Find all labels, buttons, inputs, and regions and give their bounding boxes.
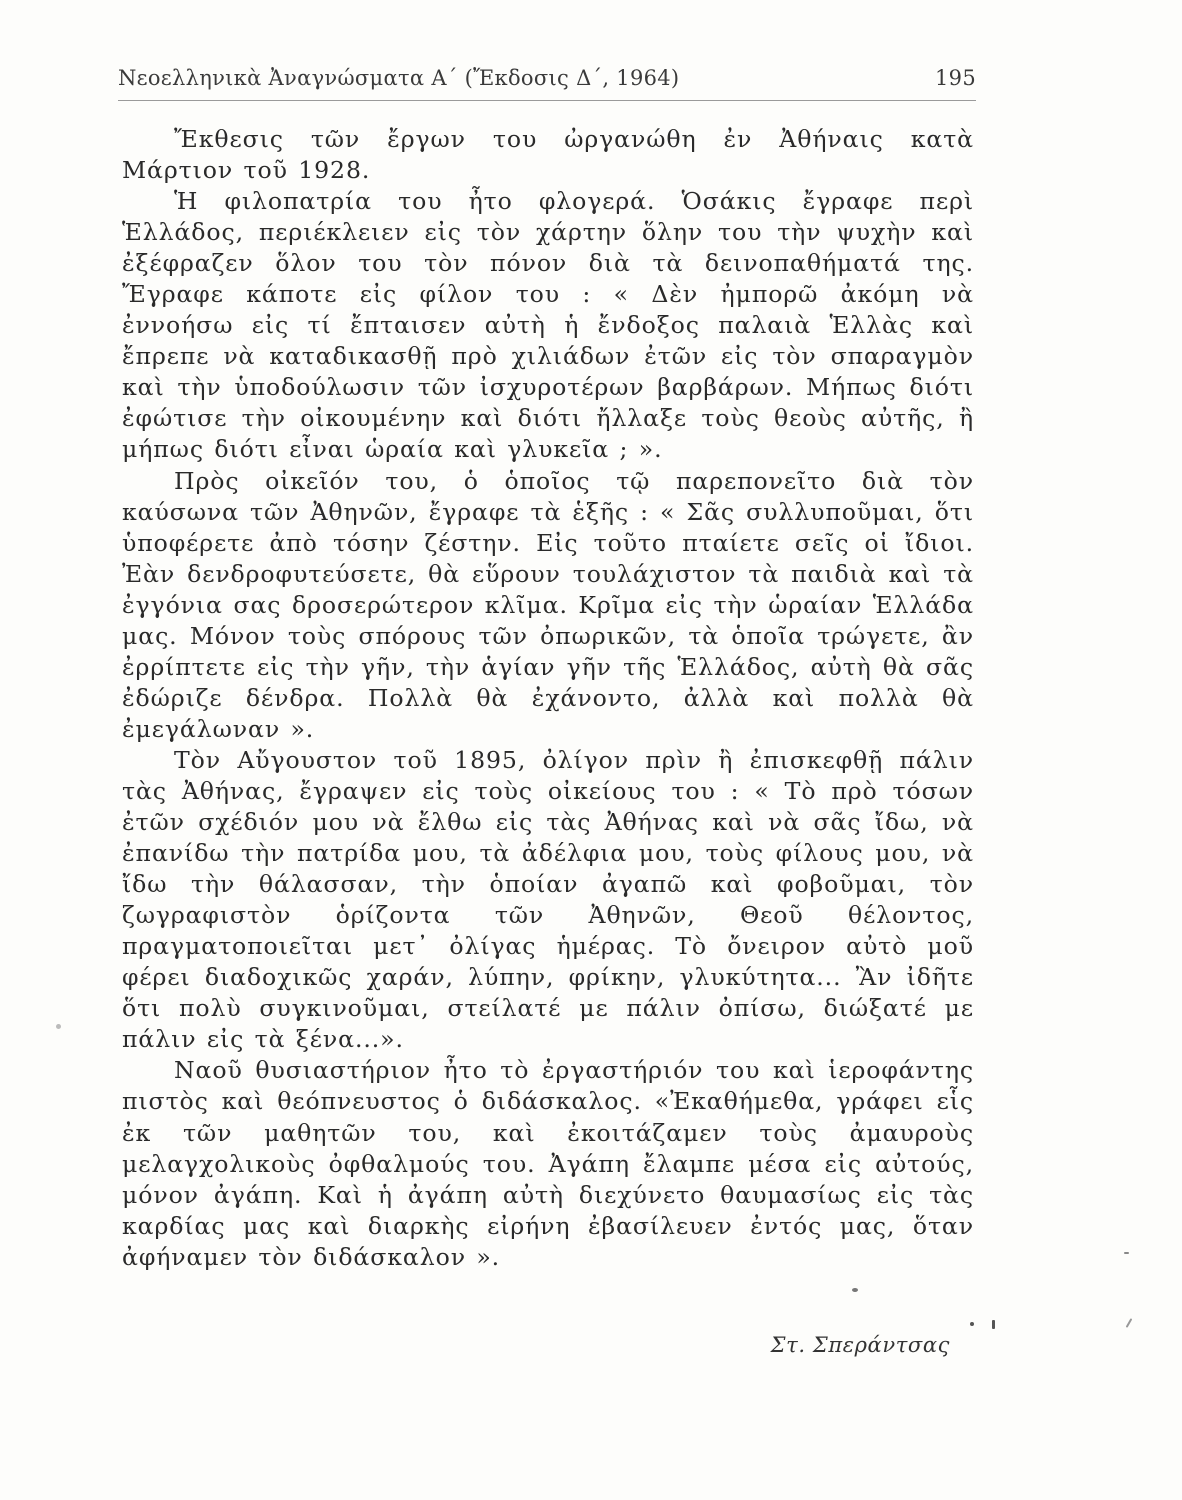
paragraph: Ἔκθεσις τῶν ἔργων του ὠργανώθη ἐν Ἀθήναις κατὰ Μάρτιον τοῦ 1928. (122, 125, 974, 185)
paragraph: Πρὸς οἰκεῖόν του, ὁ ὁποῖος τῷ παρεπονεῖτο διὰ τὸν καύσωνα τῶν Ἀθηνῶν, ἔγραφε τὰ ἑξῆς : « Σᾶς συλλυποῦμαι, ὅτι ὑποφέρετε ἀπὸ τόσην ζέστην. Εἰς τοῦτο πταίετε σεῖς οἱ ἴδιοι. Ἐὰν δενδροφυτεύσετε, θὰ εὕρουν τουλάχιστον τὰ παιδιὰ καὶ τὰ ἐγγόνια σας δροσερώτερον κλῖμα. Κρῖμα εἰς τὴν ὡραίαν Ἑλλάδα μας. Μόνον τοὺς σπόρους τῶν ὀπωρικῶν, τὰ ὁποῖα τρώγετε, ἂν ἐρρίπτετε εἰς τὴν γῆν, τὴν ἁγίαν γῆν τῆς Ἑλλάδος, αὐτὴ θὰ σᾶς ἐδώριζε δένδρα. Πολλὰ θὰ ἐχάνοντο, ἀλλὰ καὶ πολλὰ θὰ ἐμεγάλωναν ». (122, 466, 974, 743)
page-number: 195 (935, 66, 976, 90)
scan-speck (56, 1024, 61, 1029)
scan-speck (992, 1320, 995, 1329)
body-text (122, 124, 974, 1273)
scan-speck (970, 1322, 974, 1326)
paragraph: Ναοῦ θυσιαστήριον ἦτο τὸ ἐργαστήριόν του καὶ ἱεροφάντης πιστὸς καὶ θεόπνευστος ὁ διδάσκαλος. «Ἐκαθήμεθα, γράφει εἷς ἐκ τῶν μαθητῶν του, καὶ ἐκοιτάζαμεν τοὺς ἀμαυροὺς μελαγχολικοὺς ὀφθαλμούς του. Ἀγάπη ἔλαμπε μέσα εἰς αὐτούς, μόνον ἀγάπη. Καὶ ἡ ἀγάπη αὐτὴ διεχύνετο θαυμασίως εἰς τὰς καρδίας μας καὶ διαρκὴς εἰρήνη ἐβασίλευεν ἐντός μας, ὅταν ἀφήναμεν τὸν διδάσκαλον ». (122, 1056, 974, 1271)
running-title: Νεοελληνικὰ Ἀναγνώσματα Α΄ (Ἔκδοσις Δ΄, 1964) (118, 66, 680, 90)
page-header (118, 66, 976, 100)
scan-speck (852, 1288, 858, 1292)
scan-speck (1126, 1318, 1133, 1328)
paragraph: Ἡ φιλοπατρία του ἦτο φλογερά. Ὁσάκις ἔγραφε περὶ Ἑλλάδος, περιέκλειεν εἰς τὸν χάρτην ὅλην του τὴν ψυχὴν καὶ ἐξέφραζεν ὅλον του τὸν πόνον διὰ τὰ δεινοπαθήματά της. Ἔγραφε κάποτε εἰς φίλον του : « Δὲν ἠμπορῶ ἀκόμη νὰ ἐννοήσω εἰς τί ἔπταισεν αὐτὴ ἡ ἔνδοξος παλαιὰ Ἑλλὰς καὶ ἔπρεπε νὰ καταδικασθῇ πρὸ χιλιάδων ἐτῶν εἰς τὸν σπαραγμὸν καὶ τὴν ὑποδούλωσιν τῶν ἰσχυροτέρων βαρβάρων. Μήπως διότι ἐφώτισε τὴν οἰκουμένην καὶ διότι ἤλλαξε τοὺς θεοὺς αὐτῆς, ἢ μήπως διότι εἶναι ὡραία καὶ γλυκεῖα ; ». (122, 187, 974, 464)
scan-speck (1124, 1252, 1129, 1254)
author-signature: Στ. Σπεράντσας (770, 1333, 950, 1357)
header-rule (118, 100, 976, 101)
paragraph: Τὸν Αὔγουστον τοῦ 1895, ὀλίγον πρὶν ἢ ἐπισκεφθῇ πάλιν τὰς Ἀθήνας, ἔγραψεν εἰς τοὺς οἰκείους του : « Τὸ πρὸ τόσων ἐτῶν σχέδιόν μου νὰ ἔλθω εἰς τὰς Ἀθήνας καὶ νὰ σᾶς ἴδω, νὰ ἐπανίδω τὴν πατρίδα μου, τὰ ἀδέλφια μου, τοὺς φίλους μου, νὰ ἴδω τὴν θάλασσαν, τὴν ὁποίαν ἀγαπῶ καὶ φοβοῦμαι, τὸν ζωγραφιστὸν ὁρίζοντα τῶν Ἀθηνῶν, Θεοῦ θέλοντος, πραγματοποιεῖται μετ᾿ ὀλίγας ἡμέρας. Τὸ ὄνειρον αὐτὸ μοῦ φέρει διαδοχικῶς χαράν, λύπην, φρίκην, γλυκύτητα... Ἂν ἰδῆτε ὅτι πολὺ συγκινοῦμαι, στείλατέ με πάλιν ὀπίσω, διώξατέ με πάλιν εἰς τὰ ξένα...». (122, 745, 974, 1054)
